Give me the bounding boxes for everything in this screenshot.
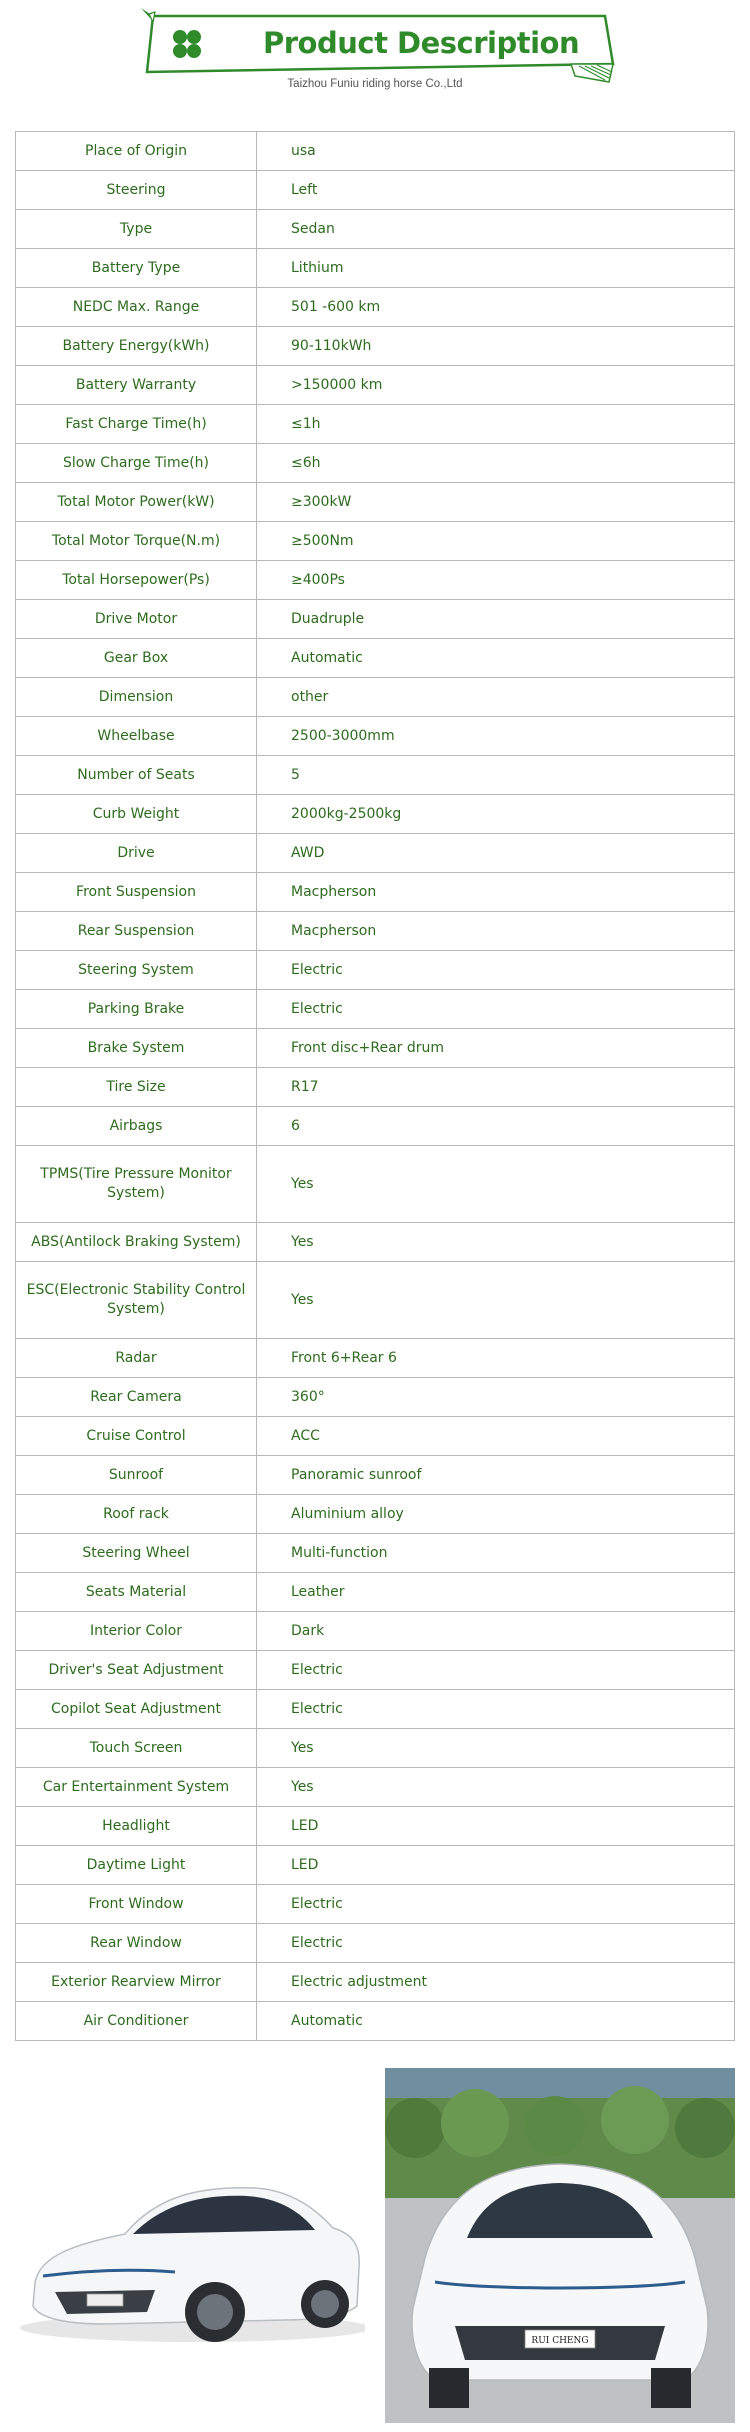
table-row bbox=[16, 1612, 735, 1651]
table-row bbox=[16, 132, 735, 171]
spec-value: Electric bbox=[257, 951, 735, 990]
spec-value: Macpherson bbox=[257, 873, 735, 912]
spec-value: LED bbox=[257, 1807, 735, 1846]
spec-label: Gear Box bbox=[16, 639, 257, 678]
table-row bbox=[16, 951, 735, 990]
spec-label: Battery Warranty bbox=[16, 366, 257, 405]
table-row bbox=[16, 1378, 735, 1417]
spec-value: >150000 km bbox=[257, 366, 735, 405]
table-row bbox=[16, 1768, 735, 1807]
spec-value: Macpherson bbox=[257, 912, 735, 951]
table-row bbox=[16, 795, 735, 834]
spec-label: Rear Suspension bbox=[16, 912, 257, 951]
table-row bbox=[16, 1807, 735, 1846]
table-row bbox=[16, 2002, 735, 2041]
table-row bbox=[16, 1495, 735, 1534]
spec-value: Multi-function bbox=[257, 1534, 735, 1573]
spec-label: Drive Motor bbox=[16, 600, 257, 639]
spec-label: Front Suspension bbox=[16, 873, 257, 912]
table-row bbox=[16, 1262, 735, 1339]
spec-label: Parking Brake bbox=[16, 990, 257, 1029]
spec-value: 2000kg-2500kg bbox=[257, 795, 735, 834]
spec-label: Rear Camera bbox=[16, 1378, 257, 1417]
table-row bbox=[16, 405, 735, 444]
spec-label: ESC(Electronic Stability Control System) bbox=[16, 1262, 257, 1339]
spec-value: ≤6h bbox=[257, 444, 735, 483]
spec-label: Battery Energy(kWh) bbox=[16, 327, 257, 366]
spec-value: Left bbox=[257, 171, 735, 210]
spec-label: Tire Size bbox=[16, 1068, 257, 1107]
spec-label: Type bbox=[16, 210, 257, 249]
spec-value: ≥500Nm bbox=[257, 522, 735, 561]
spec-value: Automatic bbox=[257, 639, 735, 678]
table-row bbox=[16, 1690, 735, 1729]
spec-value: Front 6+Rear 6 bbox=[257, 1339, 735, 1378]
spec-value: Aluminium alloy bbox=[257, 1495, 735, 1534]
spec-value: ACC bbox=[257, 1417, 735, 1456]
spec-label: Steering Wheel bbox=[16, 1534, 257, 1573]
table-row bbox=[16, 1729, 735, 1768]
spec-label: Front Window bbox=[16, 1885, 257, 1924]
table-row bbox=[16, 171, 735, 210]
header-banner bbox=[135, 0, 615, 100]
spec-value: Yes bbox=[257, 1729, 735, 1768]
spec-label: Headlight bbox=[16, 1807, 257, 1846]
spec-label: Exterior Rearview Mirror bbox=[16, 1963, 257, 2002]
spec-value: ≥300kW bbox=[257, 483, 735, 522]
table-row bbox=[16, 912, 735, 951]
table-row bbox=[16, 990, 735, 1029]
spec-value: 2500-3000mm bbox=[257, 717, 735, 756]
spec-label: Sunroof bbox=[16, 1456, 257, 1495]
spec-label: TPMS(Tire Pressure Monitor System) bbox=[16, 1146, 257, 1223]
spec-label: ABS(Antilock Braking System) bbox=[16, 1223, 257, 1262]
car-front-view-image bbox=[385, 2068, 735, 2423]
table-row bbox=[16, 1456, 735, 1495]
table-row bbox=[16, 366, 735, 405]
table-row bbox=[16, 210, 735, 249]
table-row bbox=[16, 249, 735, 288]
spec-label: Roof rack bbox=[16, 1495, 257, 1534]
table-row bbox=[16, 1534, 735, 1573]
spec-label: Steering bbox=[16, 171, 257, 210]
spec-label: Cruise Control bbox=[16, 1417, 257, 1456]
table-row bbox=[16, 717, 735, 756]
spec-value: 501 -600 km bbox=[257, 288, 735, 327]
car-side-view-image bbox=[15, 2068, 365, 2428]
spec-value: 5 bbox=[257, 756, 735, 795]
table-row bbox=[16, 1107, 735, 1146]
table-row bbox=[16, 522, 735, 561]
spec-value: LED bbox=[257, 1846, 735, 1885]
spec-value: Electric bbox=[257, 1924, 735, 1963]
table-row bbox=[16, 1339, 735, 1378]
table-row bbox=[16, 639, 735, 678]
spec-label: Total Motor Power(kW) bbox=[16, 483, 257, 522]
spec-value: Panoramic sunroof bbox=[257, 1456, 735, 1495]
table-row bbox=[16, 1963, 735, 2002]
license-plate-text: RUI CHENG bbox=[531, 2336, 589, 2346]
spec-value: 90-110kWh bbox=[257, 327, 735, 366]
spec-value: Yes bbox=[257, 1262, 735, 1339]
spec-label: Place of Origin bbox=[16, 132, 257, 171]
spec-value: 360° bbox=[257, 1378, 735, 1417]
table-row bbox=[16, 1924, 735, 1963]
specification-table bbox=[15, 131, 735, 2041]
table-row bbox=[16, 1068, 735, 1107]
table-row bbox=[16, 1223, 735, 1262]
spec-value: Electric bbox=[257, 1885, 735, 1924]
table-row bbox=[16, 1885, 735, 1924]
page-title: Product Description bbox=[263, 26, 580, 60]
spec-label: Wheelbase bbox=[16, 717, 257, 756]
spec-value: Front disc+Rear drum bbox=[257, 1029, 735, 1068]
table-row bbox=[16, 834, 735, 873]
table-row bbox=[16, 756, 735, 795]
spec-label: Radar bbox=[16, 1339, 257, 1378]
spec-label: NEDC Max. Range bbox=[16, 288, 257, 327]
table-row bbox=[16, 483, 735, 522]
spec-value: Yes bbox=[257, 1768, 735, 1807]
spec-label: Interior Color bbox=[16, 1612, 257, 1651]
spec-label: Rear Window bbox=[16, 1924, 257, 1963]
spec-value: Duadruple bbox=[257, 600, 735, 639]
spec-value: Sedan bbox=[257, 210, 735, 249]
spec-value: usa bbox=[257, 132, 735, 171]
table-row bbox=[16, 288, 735, 327]
spec-value: Electric bbox=[257, 1651, 735, 1690]
table-row bbox=[16, 1146, 735, 1223]
table-row bbox=[16, 444, 735, 483]
company-name: Taizhou Funiu riding horse Co.,Ltd bbox=[287, 78, 463, 90]
spec-label: Number of Seats bbox=[16, 756, 257, 795]
spec-label: Brake System bbox=[16, 1029, 257, 1068]
spec-label: Dimension bbox=[16, 678, 257, 717]
table-row bbox=[16, 1417, 735, 1456]
spec-label: Total Horsepower(Ps) bbox=[16, 561, 257, 600]
table-row bbox=[16, 600, 735, 639]
spec-value: ≥400Ps bbox=[257, 561, 735, 600]
spec-label: Copilot Seat Adjustment bbox=[16, 1690, 257, 1729]
spec-label: Slow Charge Time(h) bbox=[16, 444, 257, 483]
spec-label: Driver's Seat Adjustment bbox=[16, 1651, 257, 1690]
spec-value: Electric bbox=[257, 990, 735, 1029]
spec-label: Fast Charge Time(h) bbox=[16, 405, 257, 444]
spec-value: Yes bbox=[257, 1146, 735, 1223]
spec-value: R17 bbox=[257, 1068, 735, 1107]
spec-value: AWD bbox=[257, 834, 735, 873]
spec-value: other bbox=[257, 678, 735, 717]
spec-label: Air Conditioner bbox=[16, 2002, 257, 2041]
spec-label: Drive bbox=[16, 834, 257, 873]
spec-label: Car Entertainment System bbox=[16, 1768, 257, 1807]
table-row bbox=[16, 561, 735, 600]
spec-label: Daytime Light bbox=[16, 1846, 257, 1885]
spec-label: Seats Material bbox=[16, 1573, 257, 1612]
spec-label: Battery Type bbox=[16, 249, 257, 288]
table-row bbox=[16, 1029, 735, 1068]
spec-value: Leather bbox=[257, 1573, 735, 1612]
table-row bbox=[16, 1651, 735, 1690]
spec-value: Automatic bbox=[257, 2002, 735, 2041]
table-row bbox=[16, 1573, 735, 1612]
spec-value: Electric adjustment bbox=[257, 1963, 735, 2002]
spec-label: Touch Screen bbox=[16, 1729, 257, 1768]
table-row bbox=[16, 1846, 735, 1885]
spec-label: Airbags bbox=[16, 1107, 257, 1146]
spec-value: 6 bbox=[257, 1107, 735, 1146]
table-row bbox=[16, 873, 735, 912]
spec-value: Electric bbox=[257, 1690, 735, 1729]
table-row bbox=[16, 678, 735, 717]
spec-label: Curb Weight bbox=[16, 795, 257, 834]
table-row bbox=[16, 327, 735, 366]
spec-value: Yes bbox=[257, 1223, 735, 1262]
spec-value: ≤1h bbox=[257, 405, 735, 444]
spec-label: Total Motor Torque(N.m) bbox=[16, 522, 257, 561]
spec-label: Steering System bbox=[16, 951, 257, 990]
spec-value: Lithium bbox=[257, 249, 735, 288]
spec-value: Dark bbox=[257, 1612, 735, 1651]
